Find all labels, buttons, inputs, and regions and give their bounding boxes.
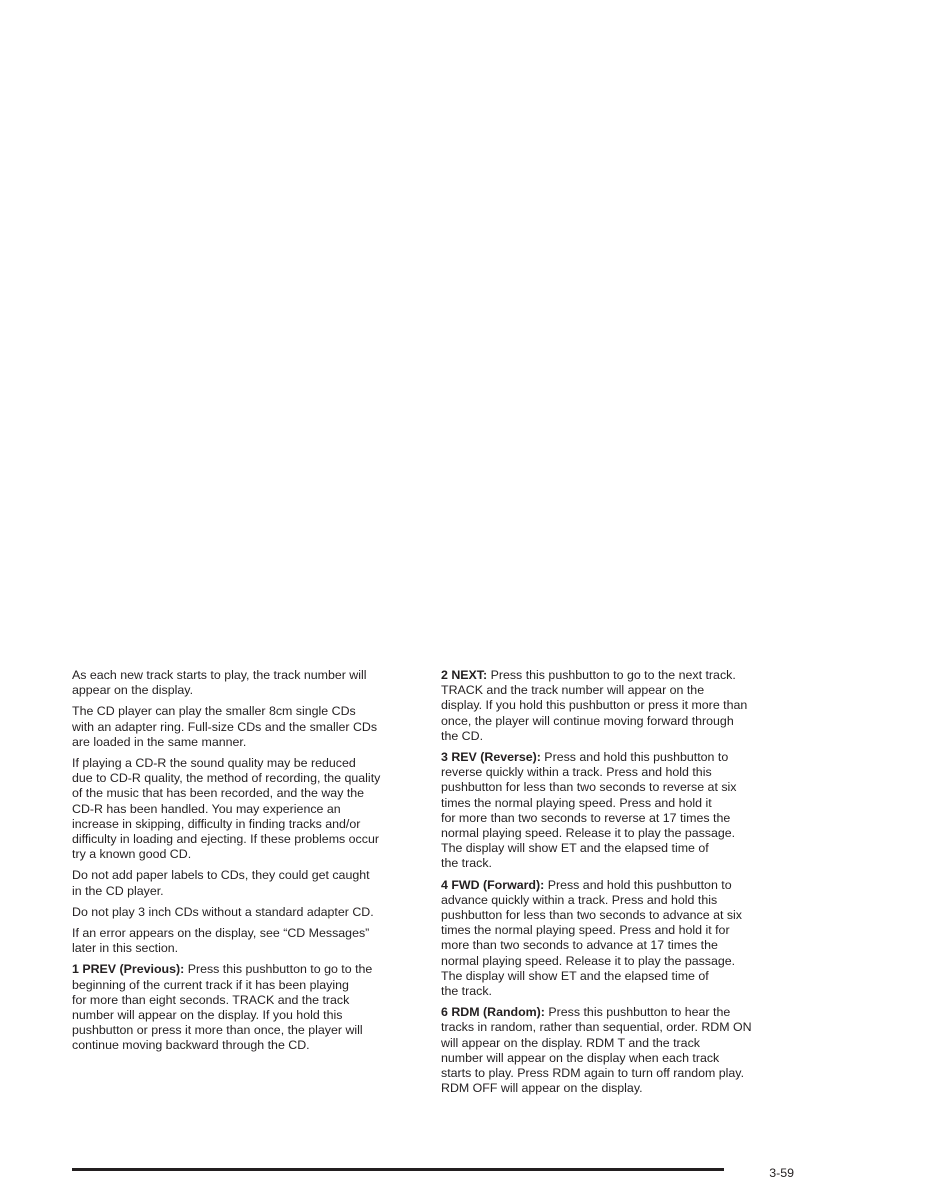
text-line: the track. (441, 856, 492, 871)
text-line: normal playing speed. Release it to play the passage. (441, 826, 736, 841)
text-line: in the CD player. (72, 883, 164, 898)
text-line: increase in skipping, difficulty in finding tracks and/or (72, 816, 361, 831)
left-column (72, 668, 424, 1060)
text-line: the track. (441, 984, 492, 999)
text-line: number will appear on the display. If you hold this (72, 1008, 343, 1023)
paragraph-rdm (441, 1005, 793, 1096)
text-run: Press this pushbutton to hear the (544, 1005, 731, 1020)
paragraph-3-inch-cds (72, 905, 424, 920)
text-line: tracks in random, rather than sequential, order. RDM ON (441, 1020, 752, 1035)
text-line: the CD. (441, 728, 484, 743)
footer-rule (72, 1168, 724, 1171)
text-line: Do not add paper labels to CDs, they could get caught (72, 868, 370, 883)
paragraph-fwd (441, 878, 793, 1000)
text-line: As each new track starts to play, the track number will (72, 668, 367, 682)
paragraph-8cm-cds (72, 704, 424, 750)
text-line: The CD player can play the smaller 8cm single CDs (72, 704, 356, 719)
term-fwd: 4 FWD (Forward): (441, 877, 545, 892)
text-line: pushbutton for less than two seconds to reverse at six (441, 780, 737, 795)
text-line: display. If you hold this pushbutton or press it more than (441, 698, 748, 713)
text-line: try a known good CD. (72, 847, 192, 862)
text-line: times the normal playing speed. Press and hold it (441, 795, 712, 810)
paragraph-cd-r (72, 756, 424, 862)
text-line (441, 750, 793, 765)
text-line: later in this section. (72, 941, 179, 956)
paragraph-error (72, 926, 424, 956)
text-line: more than two seconds to advance at 17 times the (441, 938, 718, 953)
text-run: Press this pushbutton to go to the (184, 962, 373, 977)
paragraph-prev (72, 962, 424, 1053)
text-line: If an error appears on the display, see “CD Messages” (72, 926, 370, 941)
text-line: will appear on the display. RDM T and the track (441, 1035, 700, 1050)
text-line: pushbutton or press it more than once, the player will (72, 1023, 363, 1038)
text-line: The display will show ET and the elapsed time of (441, 968, 709, 983)
text-line: times the normal playing speed. Press and hold it for (441, 923, 730, 938)
text-run: Press and hold this pushbutton to (540, 750, 729, 765)
text-line: once, the player will continue moving forward through (441, 713, 734, 728)
text-line: difficulty in loading and ejecting. If these problems occur (72, 832, 379, 847)
text-line (441, 668, 793, 683)
text-line: appear on the display. (72, 683, 194, 698)
text-line (72, 962, 424, 977)
page-number: 3-59 (769, 1166, 794, 1180)
paragraph-track-number (72, 668, 424, 698)
text-line: The display will show ET and the elapsed time of (441, 841, 709, 856)
text-line: due to CD-R quality, the method of recording, the quality (72, 771, 381, 786)
text-line (441, 1005, 793, 1020)
term-next: 2 NEXT: (441, 668, 488, 682)
text-line: for more than two seconds to reverse at 17 times the (441, 810, 731, 825)
text-line: are loaded in the same manner. (72, 734, 247, 749)
right-column (441, 668, 793, 1102)
term-rdm: 6 RDM (Random): (441, 1005, 545, 1020)
text-line: for more than eight seconds. TRACK and the track (72, 992, 350, 1007)
text-line: RDM OFF will appear on the display. (441, 1081, 643, 1096)
paragraph-rev (441, 750, 793, 872)
text-line: number will appear on the display when each track (441, 1050, 720, 1065)
text-run: Press and hold this pushbutton to (544, 877, 732, 892)
text-line (441, 878, 793, 893)
text-line: advance quickly within a track. Press and hold this (441, 892, 718, 907)
text-line: TRACK and the track number will appear on the (441, 683, 705, 698)
text-run: Press this pushbutton to go to the next track. (487, 668, 736, 682)
paragraph-paper-labels (72, 868, 424, 898)
text-line: pushbutton for less than two seconds to advance at six (441, 908, 742, 923)
text-line: beginning of the current track if it has been playing (72, 977, 349, 992)
term-rev: 3 REV (Reverse): (441, 750, 541, 765)
text-line: starts to play. Press RDM again to turn off random play. (441, 1066, 745, 1081)
text-line: reverse quickly within a track. Press and hold this (441, 765, 712, 780)
text-line: continue moving backward through the CD. (72, 1038, 310, 1053)
text-line: CD-R has been handled. You may experience an (72, 801, 341, 816)
paragraph-next (441, 668, 793, 744)
text-line: with an adapter ring. Full-size CDs and the smaller CDs (72, 719, 378, 734)
text-line: of the music that has been recorded, and the way the (72, 786, 365, 801)
text-line: Do not play 3 inch CDs without a standard adapter CD. (72, 904, 374, 919)
term-prev: 1 PREV (Previous): (72, 962, 185, 977)
text-line: If playing a CD-R the sound quality may be reduced (72, 756, 356, 771)
text-line: normal playing speed. Release it to play the passage. (441, 953, 736, 968)
